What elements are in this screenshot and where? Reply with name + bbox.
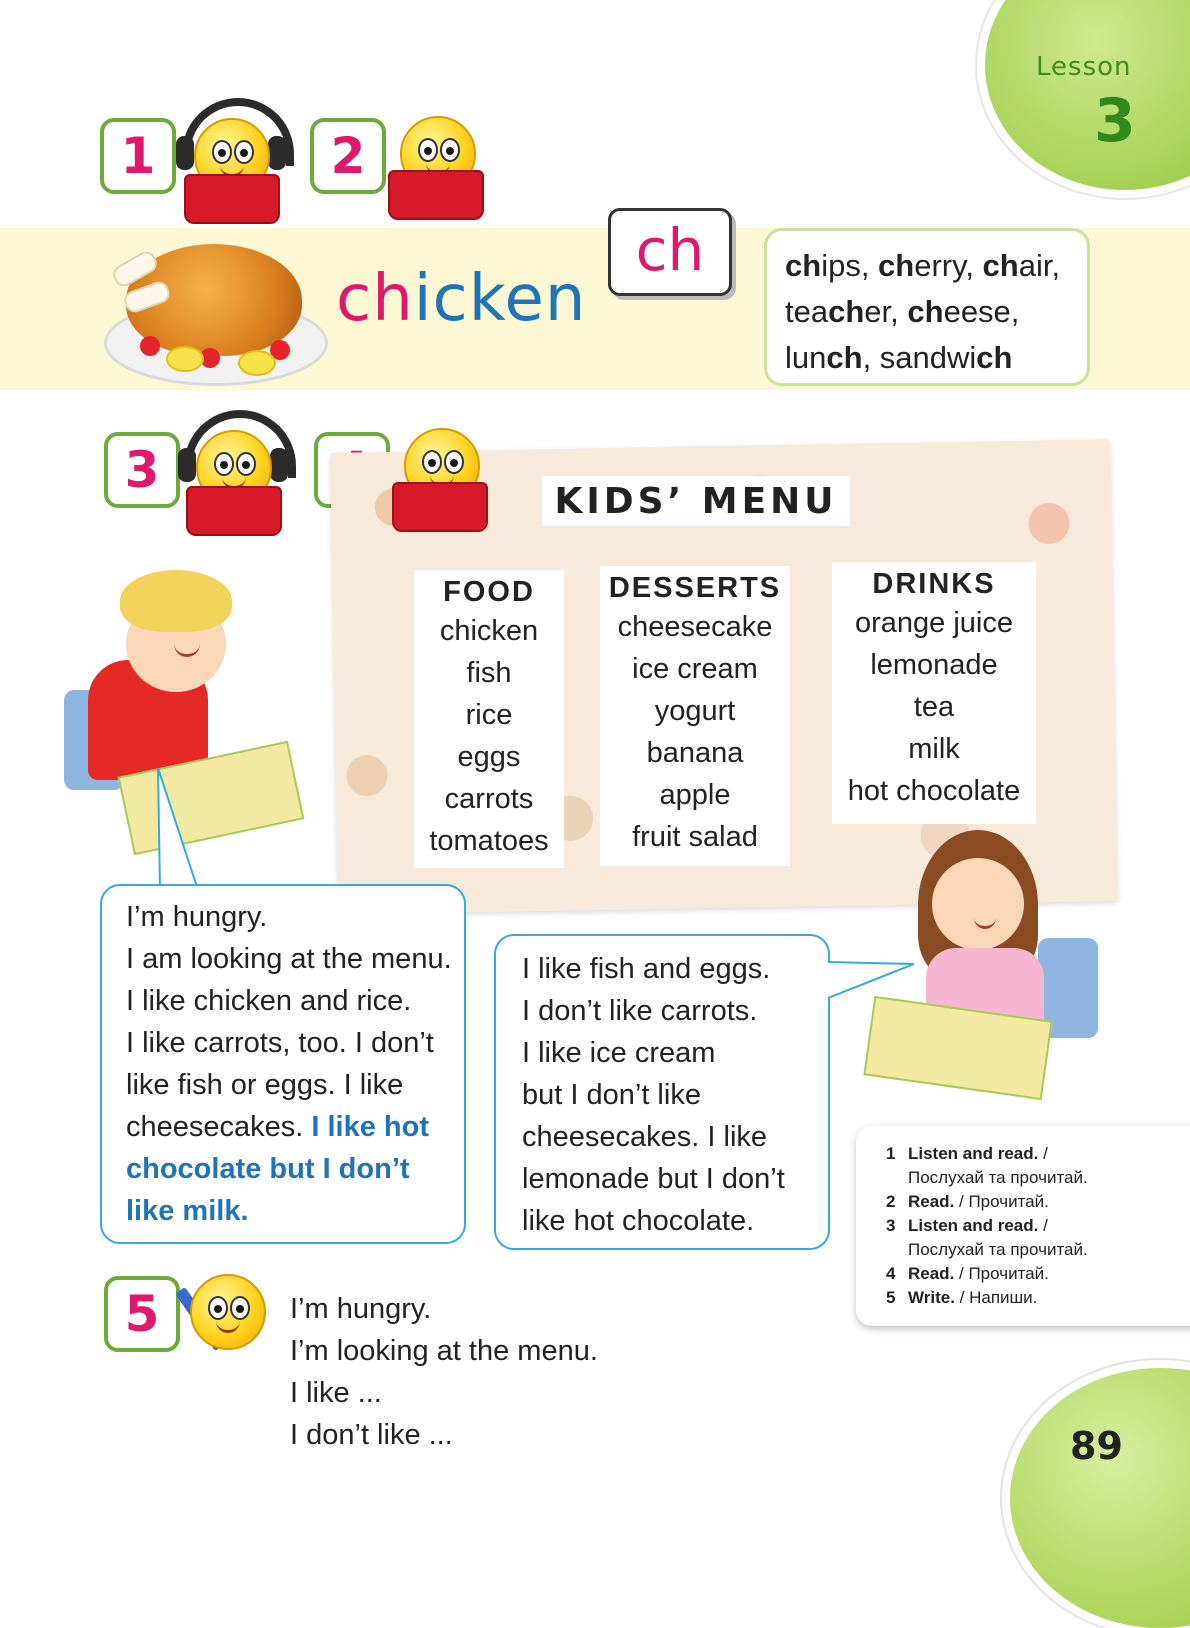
read-icon xyxy=(388,424,498,536)
page-number: 89 xyxy=(1070,1424,1123,1468)
menu-item: yogurt xyxy=(654,695,736,727)
bubble-line: I like chicken and rice. xyxy=(126,985,412,1017)
example-words-line-2 xyxy=(785,289,1069,335)
bubble-line: I am looking at the menu. xyxy=(126,943,452,975)
write-icon xyxy=(172,1266,272,1370)
menu-item: milk xyxy=(908,733,960,765)
bubble-line: cheesecakes. I like xyxy=(522,1121,768,1153)
menu-title: KIDS’ MENU xyxy=(542,476,850,526)
word-fragment: er, xyxy=(864,294,908,329)
bubble-line: like hot chocolate. xyxy=(522,1205,755,1237)
menu-item: eggs xyxy=(457,741,521,773)
menu-heading: DRINKS xyxy=(872,568,996,600)
exercise-5-text xyxy=(290,1288,598,1456)
exercise-5-line: I’m looking at the menu. xyxy=(290,1335,598,1367)
example-words-line-1 xyxy=(785,243,1069,289)
exercise-5-line: I like ... xyxy=(290,1377,382,1409)
menu-heading: FOOD xyxy=(443,576,535,608)
bubble-line: I like carrots, too. I don’t xyxy=(126,1027,434,1059)
highlighted-text: like milk. xyxy=(126,1195,249,1227)
ch-highlight: ch xyxy=(982,248,1019,283)
menu-item: cheesecake xyxy=(617,611,773,643)
menu-item: banana xyxy=(646,737,744,769)
boy-bubble-tail xyxy=(150,764,230,894)
highlighted-text: I like hot xyxy=(311,1111,430,1143)
instruction-3: 3 Listen and read. / xyxy=(886,1216,1048,1235)
girl-speech-bubble xyxy=(494,934,830,1250)
exercise-5-line: I don’t like ... xyxy=(290,1419,453,1451)
menu-item: tea xyxy=(913,691,955,723)
menu-item: lemonade xyxy=(870,649,998,681)
girl-reading-image xyxy=(862,828,1098,1096)
instruction-2: 2 Read. / Прочитай. xyxy=(886,1192,1049,1211)
exercise-3-number: 3 xyxy=(104,432,180,508)
instructions-box xyxy=(856,1126,1190,1326)
ch-highlight: ch xyxy=(878,248,915,283)
bubble-line: lemonade but I don’t xyxy=(522,1163,785,1195)
example-words-line-3 xyxy=(785,335,1069,381)
word-fragment: eese, xyxy=(943,294,1020,329)
highlighted-text: chocolate but I don’t xyxy=(126,1153,410,1185)
ch-highlight: ch xyxy=(976,340,1013,375)
exercise-1-number: 1 xyxy=(100,118,176,194)
instruction-3-translation: Послухай та прочитай. xyxy=(908,1240,1088,1259)
word-fragment: erry, xyxy=(914,248,983,283)
boy-speech-bubble xyxy=(100,884,466,1244)
word-fragment: lun xyxy=(785,340,827,375)
bubble-line: I like ice cream xyxy=(522,1037,716,1069)
instruction-4: 4 Read. / Прочитай. xyxy=(886,1264,1049,1283)
menu-heading: DESSERTS xyxy=(608,572,782,604)
listen-read-icon xyxy=(176,96,286,226)
ch-highlight: ch xyxy=(785,248,822,283)
instruction-1: 1 Listen and read. / xyxy=(886,1144,1048,1163)
menu-item: chicken xyxy=(439,615,539,647)
word-fragment: air, xyxy=(1018,248,1061,283)
key-word: chicken xyxy=(336,262,587,336)
menu-item: carrots xyxy=(444,783,534,815)
bubble-line: I like fish and eggs. xyxy=(522,953,771,985)
menu-item: tomatoes xyxy=(429,825,549,857)
bubble-line: like fish or eggs. I like xyxy=(126,1069,404,1101)
exercise-5-number: 5 xyxy=(104,1276,180,1352)
menu-item: ice cream xyxy=(632,653,758,685)
menu-column-desserts xyxy=(600,566,790,866)
read-icon xyxy=(384,112,494,224)
menu-item: fruit salad xyxy=(632,821,758,853)
menu-item: fish xyxy=(466,657,512,689)
bubble-line: but I don’t like xyxy=(522,1079,701,1111)
bubble-line: cheesecakes. I like hot xyxy=(126,1111,430,1143)
word-fragment: tea xyxy=(785,294,829,329)
lesson-badge xyxy=(985,0,1190,190)
menu-column-drinks xyxy=(832,562,1036,824)
bubble-line: I’m hungry. xyxy=(126,901,268,933)
menu-item: orange juice xyxy=(855,607,1013,639)
menu-item: hot chocolate xyxy=(847,775,1021,807)
listen-read-icon xyxy=(178,408,288,538)
roast-chicken-image xyxy=(100,236,330,386)
menu-column-food xyxy=(414,570,564,868)
page-number-badge xyxy=(1010,1368,1190,1628)
lesson-label: Lesson xyxy=(1036,52,1132,82)
ch-highlight: ch xyxy=(826,340,863,375)
instruction-5: 5 Write. / Напиши. xyxy=(886,1288,1038,1307)
exercise-5-line: I’m hungry. xyxy=(290,1293,432,1325)
exercise-2-number: 2 xyxy=(310,118,386,194)
lesson-number: 3 xyxy=(1094,86,1136,156)
menu-item: apple xyxy=(659,779,731,811)
word-fragment: , sandwi xyxy=(862,340,977,375)
ch-highlight: ch xyxy=(907,294,944,329)
word-fragment: ips, xyxy=(821,248,879,283)
instruction-1-translation: Послухай та прочитай. xyxy=(908,1168,1088,1187)
bubble-line: I don’t like carrots. xyxy=(522,995,758,1027)
ch-highlight: ch xyxy=(828,294,865,329)
example-words-box xyxy=(764,228,1090,386)
sound-box: ch xyxy=(608,208,732,296)
menu-item: rice xyxy=(465,699,513,731)
